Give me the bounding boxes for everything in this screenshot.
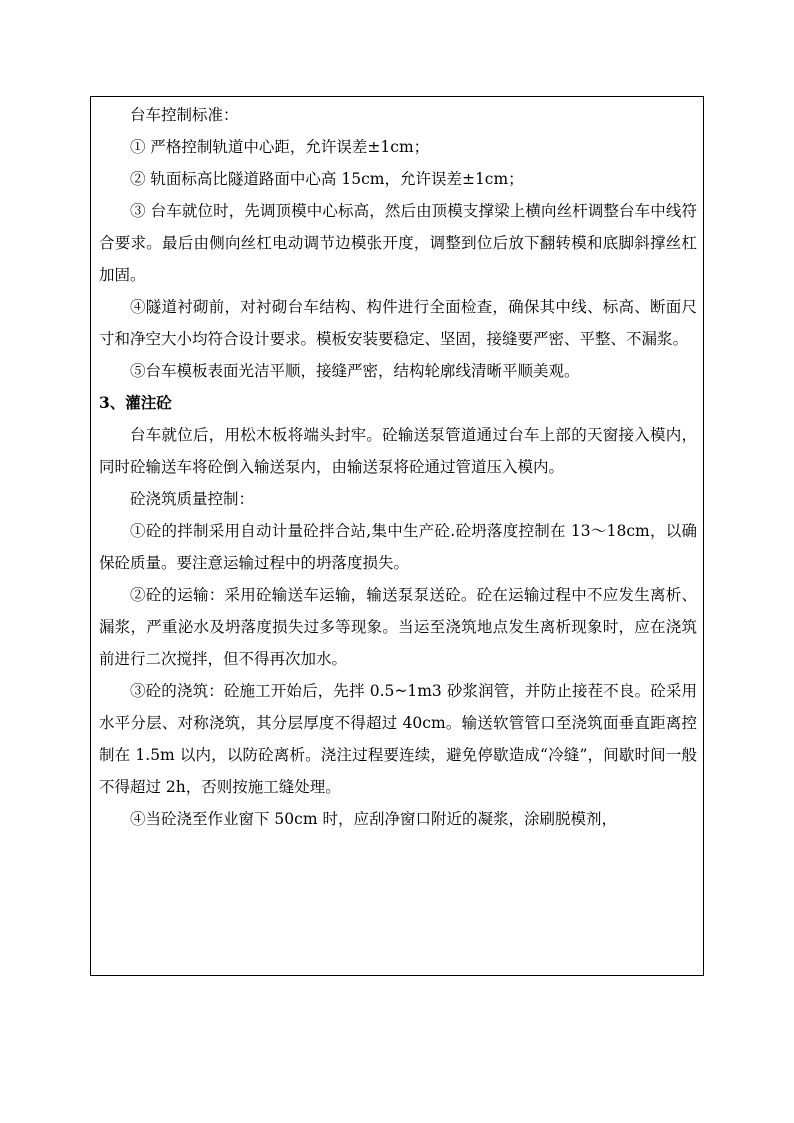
paragraph-pouring-setup: 台车就位后，用松木板将端头封牢。砼输送泵管道通过台车上部的天窗接入模内，同时砼输送车将砼倒入输送泵内，由输送泵将砼通过管道压入模内。 <box>99 426 697 476</box>
paragraph-work-window: ④当砼浇至作业窗下 50cm 时，应刮净窗口附近的凝浆，涂刷脱模剂， <box>130 810 617 828</box>
paragraph-formwork-surface: ⑤台车模板表面光洁平顺，接缝严密，结构轮廓线清晰平顺美观。 <box>130 362 580 380</box>
paragraph-concrete-mixing: ①砼的拌制采用自动计量砼拌合站,集中生产砼.砼坍落度控制在 13～18cm，以确保砼质量。要注意运输过程中的坍落度损失。 <box>99 522 697 572</box>
paragraph-rail-elevation: ② 轨面标高比隧道路面中心高 15cm，允许误差±1cm； <box>130 170 524 188</box>
document-body <box>99 99 697 835</box>
document-table-cell <box>90 96 704 976</box>
paragraph-trolley-positioning: ③ 台车就位时，先调顶模中心标高，然后由顶模支撑梁上横向丝杆调整台车中线符合要求。最后由侧向丝杠电动调节边模张开度，调整到位后放下翻转模和底脚斜撑丝杠加固。 <box>99 202 697 284</box>
paragraph-concrete-placing: ③砼的浇筑：砼施工开始后，先拌 0.5~1m3 砂浆润管，并防止接茬不良。砼采用水平分层、对称浇筑，其分层厚度不得超过 40cm。输送软管管口至浇筑面垂直距离控制在 1.5m 以内，以防砼离析。浇注过程要连续，避免停歇造成“冷缝”，间歇时间一般不得超过 2h，否则按施工缝处理。 <box>99 682 697 796</box>
paragraph-trolley-control-standard: 台车控制标准： <box>130 106 239 124</box>
paragraph-track-center: ① 严格控制轨道中心距，允许误差±1cm； <box>130 138 430 156</box>
paragraph-pre-lining-inspection: ④隧道衬砌前，对衬砌台车结构、构件进行全面检查，确保其中线、标高、断面尺寸和净空大小均符合设计要求。模板安装要稳定、坚固，接缝要严密、平整、不漏浆。 <box>99 298 697 348</box>
paragraph-quality-control-title: 砼浇筑质量控制： <box>130 490 255 508</box>
paragraph-concrete-transport: ②砼的运输：采用砼输送车运输，输送泵泵送砼。砼在运输过程中不应发生离析、漏浆，严重泌水及坍落度损失过多等现象。当运至浇筑地点发生离析现象时，应在浇筑前进行二次搅拌，但不得再次加水。 <box>99 586 697 668</box>
section-heading-concrete-pouring: 3、灌注砼 <box>99 393 172 412</box>
